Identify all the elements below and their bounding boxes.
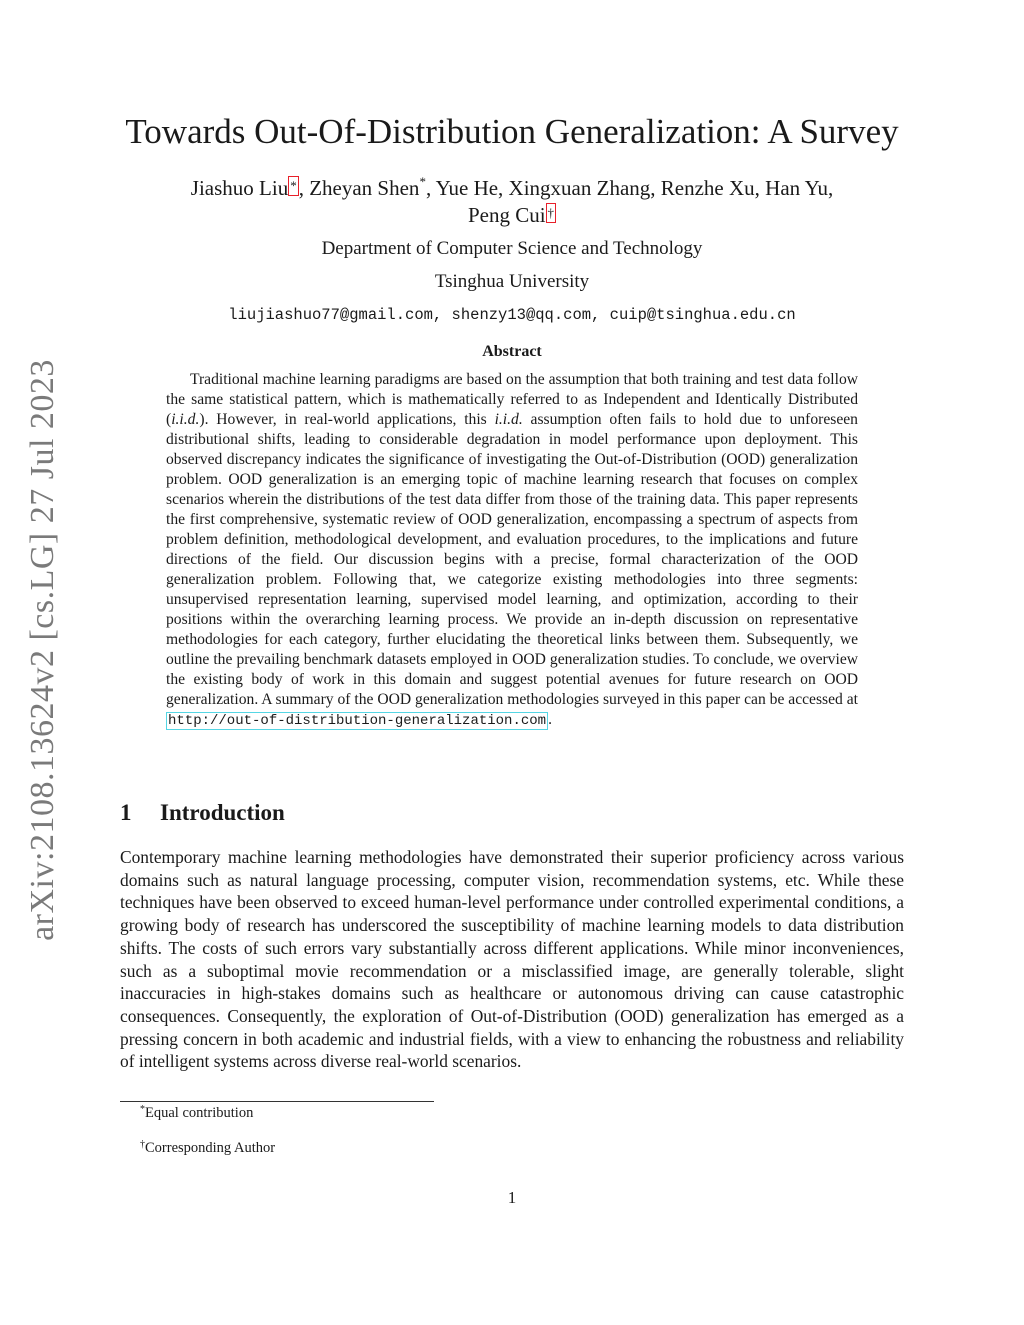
footnote-corresponding-author [140,1140,275,1157]
footnote-text: Equal contribution [145,1105,254,1121]
project-url-link[interactable]: http://out-of-distribution-generalization.com [168,713,547,729]
footnote-link-corresponding-author[interactable]: † [546,203,557,223]
page-number: 1 [507,1188,517,1207]
author-emails: liujiashuo77@gmail.com, shenzy13@qq.com, cuip@tsinghua.edu.cn [228,306,796,324]
introduction-paragraph: Contemporary machine learning methodologies have demonstrated their superior proficiency across various domains such as natural language processing, computer vision, recommendation systems, etc. While these techniques have been observed to exceed human-level performance under controlled experimental conditions, a growing body of research has underscored the susceptibility of machine learning models to data distribution shifts. The costs of such errors vary substantially across different applications. While minor inconveniences, such as a suboptimal movie recommendation or a misclassified image, are generally tolerable, slight inaccuracies in high-stakes domains such as healthcare or autonomous driving can cause catastrophic consequences. Consequently, the exploration of Out-of-Distribution (OOD) generalization has emerged as a pressing concern in both academic and industrial fields, with a view to enhancing the robustness and reliability of intelligent systems across diverse real-world scenarios. [120,847,904,1072]
author-name: Jiashuo Liu [190,176,289,200]
author-line-2 [120,202,904,229]
section-title: Introduction [160,800,285,825]
footnote-mark: * [419,174,426,189]
footnote-mark: * [140,1104,145,1115]
author-names: , Yue He, Xingxuan Zhang, Renzhe Xu, Han Yu, [425,176,834,200]
abstract-text: assumption often fails to hold due to unforeseen distributional shifts, leading to considerable degradation in model performance upon deployment. This observed discrepancy indicates the significance of investigating the Out-of-Distribution (OOD) generalization problem. OOD generalization is an emerging topic of machine learning research that focuses on complex scenarios wherein the distributions of the test data differ from those of the training data. This paper represents the first comprehensive, systematic review of OOD generalization, encompassing a spectrum of aspects from problem definition, methodological development, and evaluation procedures, to the implications and future directions of the field. Our discussion begins with a precise, formal characterization of the OOD generalization problem. Following that, we categorize existing methodologies into three segments: unsupervised representation learning, supervised model learning, and optimization, according to their positions within the overarching learning process. We provide an in-depth discussion on representative methodologies for each category, further elucidating the theoretical links between them. Subsequently, we outline the prevailing benchmark datasets employed in OOD generalization studies. To conclude, we overview the existing body of work in this domain and suggest potential avenues for future research on OOD generalization. A summary of the OOD generalization methodologies surveyed in this paper can be accessed at [166,411,858,708]
abstract-heading: Abstract [482,343,542,360]
footnote-equal-contribution [140,1105,253,1122]
footnote-text: Corresponding Author [145,1140,276,1156]
affiliation-department: Department of Computer Science and Technology [321,238,703,259]
paper-title: Towards Out-Of-Distribution Generalization: A Survey [125,112,899,151]
section-heading-introduction [120,800,285,826]
section-number: 1 [120,800,132,825]
author-list [120,175,904,229]
author-line-1 [120,175,904,202]
abstract-paragraph [166,370,858,731]
author-name: Peng Cui [467,203,546,227]
author-name: , Zheyan Shen [298,176,420,200]
abstract-emphasis: i.i.d. [171,411,200,428]
abstract-emphasis: i.i.d. [494,411,523,428]
footnote-divider [120,1101,434,1102]
arxiv-margin-stamp: arXiv:2108.13624v2 [cs.LG] 27 Jul 2023 [24,359,61,941]
footnote-mark: † [140,1139,145,1150]
abstract-text: Traditional machine learning paradigms are based on the assumption that both training and test data follow the same statistical pattern, which is mathematically referred to as Independent and Identically Distributed ( [166,371,858,428]
abstract-text: . [548,711,552,728]
affiliation-university: Tsinghua University [434,271,590,292]
abstract-text: ). However, in real-world applications, this [199,411,495,428]
footnote-link-equal-contribution[interactable]: * [288,176,299,196]
